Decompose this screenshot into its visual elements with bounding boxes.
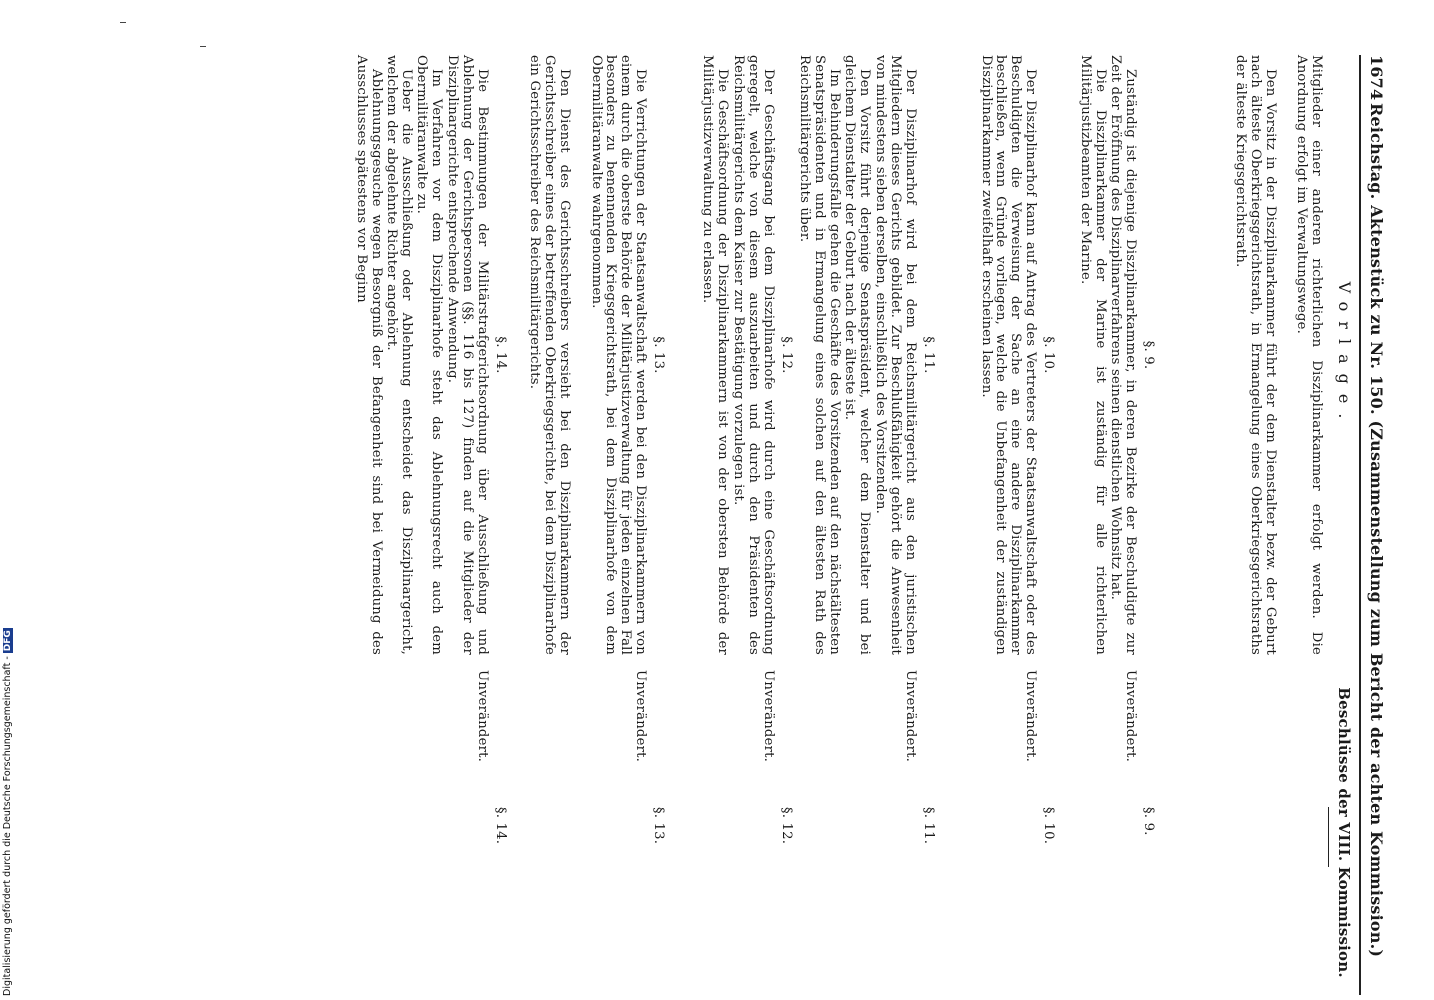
intro-paragraph-2: Den Vorsitz in der Disziplinarkammer führt der dem Dienstalter bezw. der Geburt nach älteste Oberkriegsgerichtsrath, in Ermangelung eines Oberkriegsgerichtsraths der älteste Kriegsgerichtsrath. — [1233, 55, 1278, 655]
section-14-text-4: Ablehnungsgesuche wegen Besorgniß der Befangenheit sind bei Vermeidung des Ausschlusses spätestens vor Beginn — [354, 55, 384, 655]
section-11-text-3: Im Behinderungsfalle gehen die Geschäfte des Vorsitzenden auf den nächstältesten Senatspräsidenten und in Ermangelung eines solchen auf den ältesten Rath des Reichsmilitärgerichts über. — [797, 55, 842, 655]
section-11-text-2: Den Vorsitz führt derjenige Senatspräsident, welcher dem Dienstalter und bei gleichem Dienstalter der Geburt nach der älteste ist. — [842, 55, 872, 655]
right-column-heading: Beschlüsse der VIII. Kommission. — [1335, 687, 1353, 978]
digitization-credit-text: Digitalisierung gefördert durch die Deutsche Forschungsgemeinschaft - — [2, 656, 13, 996]
intro-paragraph: Mitglieder einer anderen richterlichen Disziplinarkammer erfolgt werden. Die Anordnung erfolgt im Verwaltungswege. — [1294, 55, 1324, 655]
section-13-text-2: Den Dienst des Gerichtsschreibers versieht bei den Disziplinarkammern der Gerichtsschreiber eines der betreffenden Oberkriegsgerichte, bei dem Disziplinarhofe ein Gerichtsschreiber des Reichsmilitärgerichts. — [527, 55, 572, 655]
section-14-heading: §. 14. — [493, 336, 508, 374]
right-section-14: §. 14. — [493, 807, 508, 845]
page-title: Reichstag. Aktenstück zu Nr. 150. (Zusammenstellung zum Bericht der achten Kommission.) — [1367, 103, 1386, 958]
section-12-text-2: Die Geschäftsordnung der Disziplinarkammern ist von der obersten Behörde der Militärjustizverwaltung zu erlassen. — [700, 55, 730, 655]
section-9-heading: §. 9. — [1141, 340, 1156, 370]
scan-mark — [200, 46, 206, 47]
left-column-heading: Vorlage. — [1335, 281, 1354, 429]
section-11-text: Der Disziplinarhof wird bei dem Reichsmilitärgericht aus den juristischen Mitgliedern dieses Gerichts gebildet. Zur Beschlußfähigkeit gehört die Anwesenheit von mindestens sieben derselben, einschließlich des Vorsitzenden. — [873, 55, 918, 655]
section-13-unchanged: Unverändert. — [633, 670, 648, 762]
right-section-11: §. 11. — [921, 807, 936, 845]
section-11-unchanged: Unverändert. — [903, 670, 918, 762]
rotated-document-page — [75, 55, 1385, 995]
section-14-text-2: Im Verfahren vor dem Disziplinarhofe steht das Ablehnungsrecht auch dem Obermilitäranwalte zu. — [414, 55, 444, 655]
section-9-text-2: Die Disziplinarkammer der Marine ist zuständig für alle richterlichen Militärjustizbeamten der Marine. — [1078, 55, 1108, 655]
section-12-unchanged: Unverändert. — [761, 670, 776, 762]
right-section-9: §. 9. — [1141, 807, 1156, 836]
section-12-text: Der Geschäftsgang bei dem Disziplinarhofe wird durch eine Geschäftsordnung geregelt, welche von diesem auszuarbeiten und durch den Präsidenten des Reichsmilitärgerichts dem Kaiser zur Bestätigung vorzulegen ist. — [731, 55, 776, 655]
section-14-text-3: Ueber die Ausschließung oder Ablehnung entscheidet das Disziplinargericht, welchem der abgelehnte Richter angehört. — [384, 55, 414, 655]
dfg-logo: DFG — [3, 630, 13, 652]
section-11-heading: §. 11. — [921, 336, 936, 374]
right-section-10: §. 10. — [1041, 807, 1056, 845]
section-10-text: Der Disziplinarhof kann auf Antrag des Vertreters der Staatsanwaltschaft oder des Beschuldigten die Verweisung der Sache an eine andere Disziplinarkammer beschließen, wenn Gründe vorliegen, welche die Unbefangenheit der zuständigen Disziplinarkammer zweifelhaft erscheinen lassen. — [978, 55, 1038, 655]
section-14-unchanged: Unverändert. — [475, 670, 490, 762]
digitization-credit — [2, 628, 13, 996]
right-section-13: §. 13. — [651, 807, 666, 845]
page-header — [1359, 55, 1385, 995]
section-12-heading: §. 12. — [779, 336, 794, 374]
section-14-text: Die Bestimmungen der Militärstrafgerichtsordnung über Ausschließung und Ablehnung der Gerichtspersonen (§§. 116 bis 127) finden auf die Mitglieder der Disziplinargerichte entsprechende Anwendung. — [445, 55, 490, 655]
section-9-unchanged: Unverändert. — [1123, 670, 1138, 762]
heading-divider — [1328, 807, 1329, 867]
section-13-heading: §. 13. — [651, 336, 666, 374]
page-number: 1674 — [1367, 55, 1386, 101]
right-section-12: §. 12. — [779, 807, 794, 845]
section-13-text: Die Verrichtungen der Staatsanwaltschaft werden bei den Disziplinarkammern von einem durch die oberste Behörde der Militärjustizverwaltung für jeden einzelnen Fall besonders zu benennenden Kriegsgerichtsrath, bei dem Disziplinarhofe von dem Obermilitäranwalte wahrgenommen. — [588, 55, 648, 655]
section-9-text: Zuständig ist diejenige Disziplinarkammer, in deren Bezirke der Beschuldigte zur Zeit der Eröffnung des Disziplinarverfahrens seinen dienstlichen Wohnsitz hat. — [1108, 55, 1138, 655]
section-10-heading: §. 10. — [1041, 336, 1056, 374]
section-10-unchanged: Unverändert. — [1023, 670, 1038, 762]
scan-mark — [120, 22, 126, 23]
